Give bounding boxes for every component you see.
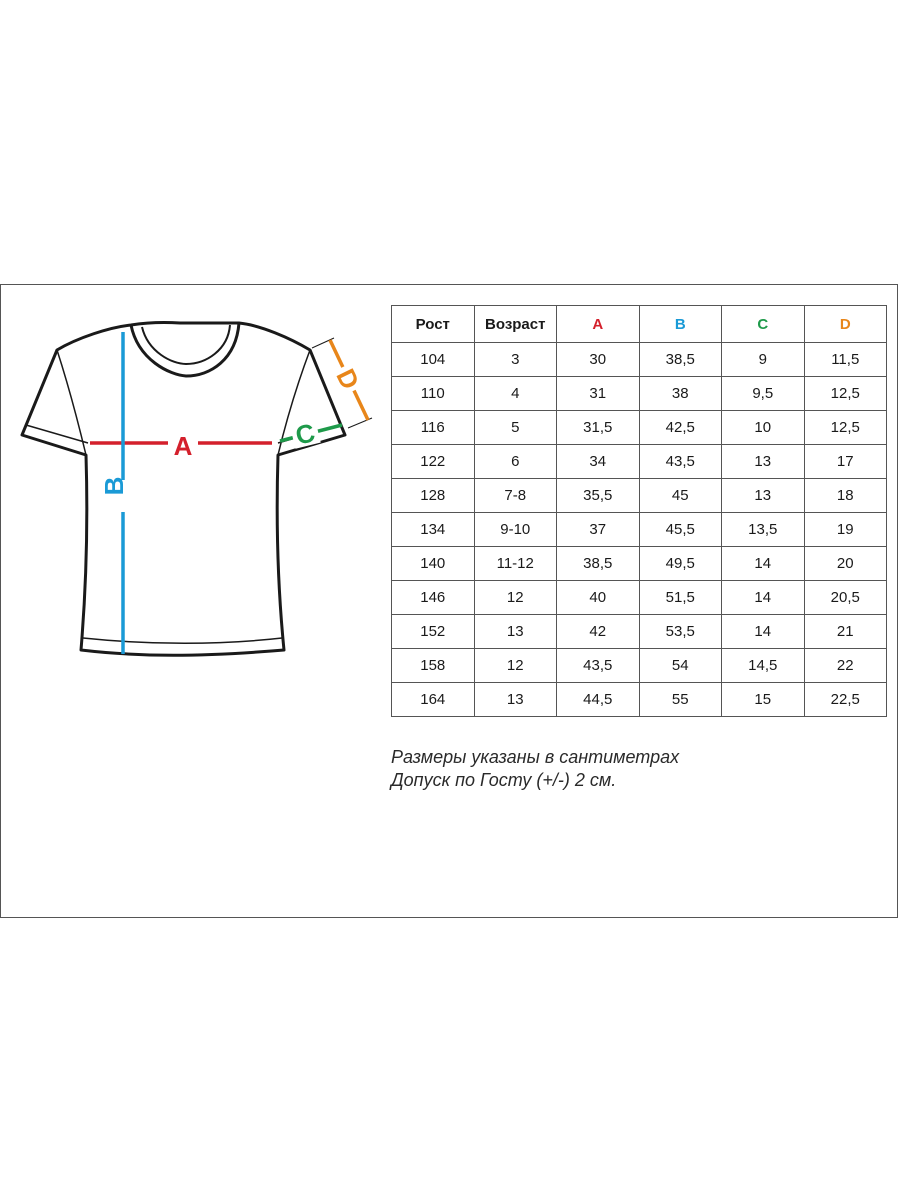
cell-d: 17	[804, 445, 887, 479]
cell-d: 20	[804, 547, 887, 581]
size-note	[391, 746, 679, 792]
note-units: Размеры указаны в сантиметрах	[391, 747, 680, 767]
header-a: A	[557, 306, 640, 343]
cell-age: 13	[474, 683, 557, 717]
cell-height: 152	[392, 615, 475, 649]
cell-b: 38,5	[639, 343, 722, 377]
label-c: C	[292, 417, 318, 451]
label-a: A	[173, 431, 193, 461]
cell-a: 40	[557, 581, 640, 615]
cell-c: 14	[722, 581, 805, 615]
cell-height: 158	[392, 649, 475, 683]
cell-height: 146	[392, 581, 475, 615]
cell-a: 35,5	[557, 479, 640, 513]
table-row	[392, 377, 887, 411]
cell-d: 19	[804, 513, 887, 547]
cell-c: 14,5	[722, 649, 805, 683]
label-b: B	[99, 476, 129, 496]
cell-b: 55	[639, 683, 722, 717]
cell-b: 43,5	[639, 445, 722, 479]
cell-height: 134	[392, 513, 475, 547]
cell-c: 10	[722, 411, 805, 445]
cell-b: 51,5	[639, 581, 722, 615]
cell-b: 49,5	[639, 547, 722, 581]
label-d: D	[330, 363, 366, 395]
cell-c: 14	[722, 547, 805, 581]
cell-d: 12,5	[804, 411, 887, 445]
cell-d: 20,5	[804, 581, 887, 615]
table-row	[392, 683, 887, 717]
cell-height: 128	[392, 479, 475, 513]
cell-age: 12	[474, 649, 557, 683]
cell-c: 13,5	[722, 513, 805, 547]
cell-d: 21	[804, 615, 887, 649]
cell-age: 3	[474, 343, 557, 377]
cell-c: 13	[722, 479, 805, 513]
header-b: B	[639, 306, 722, 343]
cell-b: 45	[639, 479, 722, 513]
cell-d: 11,5	[804, 343, 887, 377]
cell-b: 45,5	[639, 513, 722, 547]
cell-height: 122	[392, 445, 475, 479]
table-row	[392, 411, 887, 445]
cell-c: 15	[722, 683, 805, 717]
table-header-row	[392, 306, 887, 343]
cell-height: 164	[392, 683, 475, 717]
cell-b: 38	[639, 377, 722, 411]
cell-age: 9-10	[474, 513, 557, 547]
cell-height: 110	[392, 377, 475, 411]
cell-age: 11-12	[474, 547, 557, 581]
header-c: C	[722, 306, 805, 343]
cell-c: 9	[722, 343, 805, 377]
header-height: Рост	[392, 306, 475, 343]
size-table	[391, 305, 887, 717]
cell-d: 22	[804, 649, 887, 683]
table-row	[392, 479, 887, 513]
cell-c: 13	[722, 445, 805, 479]
cell-a: 42	[557, 615, 640, 649]
cell-a: 44,5	[557, 683, 640, 717]
cell-b: 53,5	[639, 615, 722, 649]
cell-d: 12,5	[804, 377, 887, 411]
cell-age: 13	[474, 615, 557, 649]
table-row	[392, 547, 887, 581]
table-row	[392, 513, 887, 547]
header-d: D	[804, 306, 887, 343]
table-row	[392, 445, 887, 479]
cell-age: 6	[474, 445, 557, 479]
cell-c: 9,5	[722, 377, 805, 411]
cell-a: 30	[557, 343, 640, 377]
header-age: Возраст	[474, 306, 557, 343]
cell-a: 37	[557, 513, 640, 547]
table-row	[392, 649, 887, 683]
cell-a: 43,5	[557, 649, 640, 683]
cell-b: 42,5	[639, 411, 722, 445]
cell-age: 7-8	[474, 479, 557, 513]
cell-a: 31,5	[557, 411, 640, 445]
cell-height: 116	[392, 411, 475, 445]
cell-d: 18	[804, 479, 887, 513]
cell-age: 12	[474, 581, 557, 615]
cell-height: 104	[392, 343, 475, 377]
cell-a: 38,5	[557, 547, 640, 581]
table-row	[392, 615, 887, 649]
cell-height: 140	[392, 547, 475, 581]
table-row	[392, 581, 887, 615]
note-tolerance: Допуск по Госту (+/-) 2 см.	[391, 770, 617, 790]
cell-a: 31	[557, 377, 640, 411]
cell-age: 4	[474, 377, 557, 411]
table-row	[392, 343, 887, 377]
cell-age: 5	[474, 411, 557, 445]
cell-b: 54	[639, 649, 722, 683]
cell-d: 22,5	[804, 683, 887, 717]
cell-c: 14	[722, 615, 805, 649]
cell-a: 34	[557, 445, 640, 479]
tshirt-outline	[22, 322, 345, 655]
